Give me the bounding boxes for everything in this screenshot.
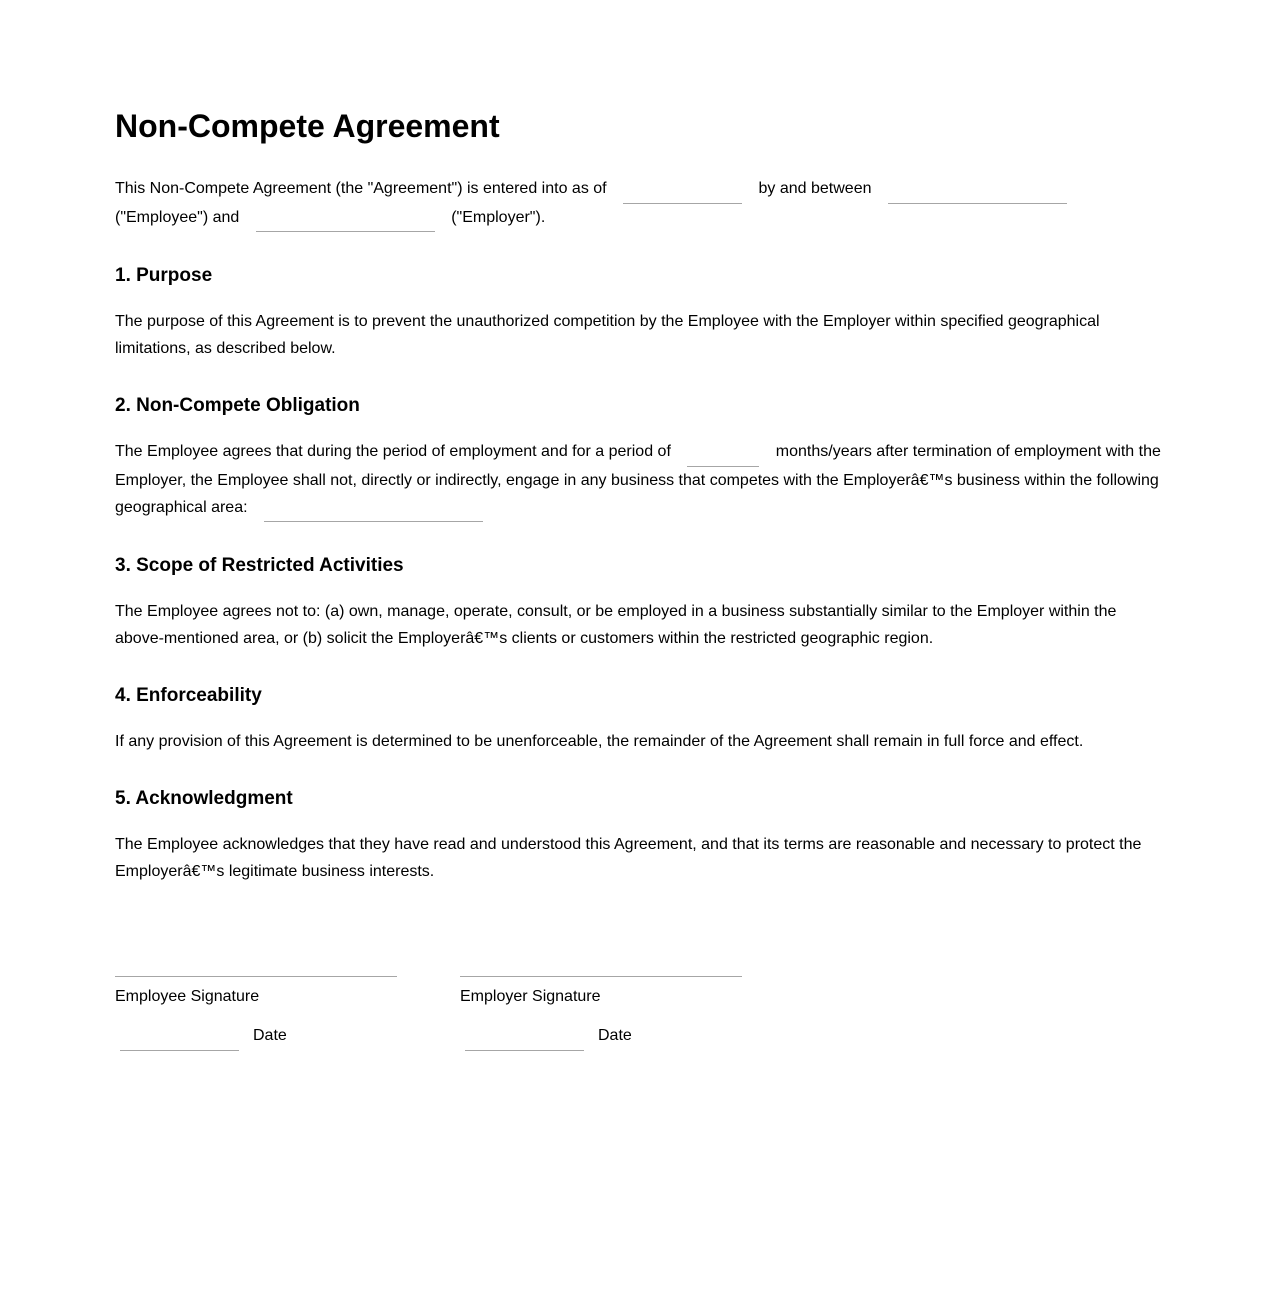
section-scope	[115, 555, 1163, 652]
employer-date-row	[460, 1022, 742, 1051]
intro-text-before-date: This Non-Compete Agreement (the "Agreement") is entered into as of	[115, 180, 607, 197]
section-enforceability-body: If any provision of this Agreement is determined to be unenforceable, the remainder of the Agreement shall remain in full force and effect.	[115, 733, 1084, 750]
signature-section	[115, 953, 1163, 1051]
employee-signature-block	[115, 953, 397, 1051]
employee-signature-input[interactable]	[115, 953, 397, 977]
employer-signature-input[interactable]	[460, 953, 742, 977]
document-page	[115, 0, 1163, 1300]
obligation-text-before-period: The Employee agrees that during the period of employment and for a period of	[115, 443, 671, 460]
employer-signature-block	[460, 953, 742, 1051]
intro-text-after-employee: ("Employee") and	[115, 208, 240, 226]
geographical-area-input[interactable]	[264, 502, 483, 522]
section-noncompete-obligation	[115, 395, 1163, 522]
section-enforceability	[115, 685, 1163, 755]
section-purpose-heading: 1. Purpose	[115, 265, 213, 286]
employee-date-row	[115, 1022, 397, 1051]
employee-signature-label: Employee Signature	[115, 988, 260, 1005]
intro-text-between-parties: by and between	[758, 180, 872, 197]
section-acknowledgment-heading: 5. Acknowledgment	[115, 788, 293, 809]
effective-date-input[interactable]	[623, 184, 742, 204]
employer-date-label: Date	[598, 1027, 632, 1044]
intro-paragraph	[115, 175, 1163, 232]
section-acknowledgment-body: The Employee acknowledges that they have read and understood this Agreement, and that its terms are reasonable and necessary to protect the Employerâ€™s legitimate business interests.	[115, 836, 1142, 880]
employer-date-input[interactable]	[465, 1031, 584, 1051]
employer-name-input[interactable]	[256, 212, 435, 232]
employee-date-input[interactable]	[120, 1031, 239, 1051]
obligation-text-after-period: months/years after termination of employment with the Employer, the Employee shall not, directly or indirectly, engage in any business that competes with the Employerâ€™s business within the following geographical area:	[115, 443, 1161, 516]
document-title: Non-Compete Agreement	[115, 108, 500, 144]
section-purpose-body: The purpose of this Agreement is to prevent the unauthorized competition by the Employee with the Employer within specified geographical limitations, as described below.	[115, 313, 1100, 357]
section-noncompete-obligation-heading: 2. Non-Compete Obligation	[115, 395, 360, 416]
employee-date-label: Date	[253, 1027, 287, 1044]
section-enforceability-heading: 4. Enforceability	[115, 685, 262, 706]
section-scope-body: The Employee agrees not to: (a) own, manage, operate, consult, or be employed in a business substantially similar to the Employer within the above-mentioned area, or (b) solicit the Employerâ€™s clients or customers within the restricted geographic region.	[115, 603, 1117, 647]
section-purpose	[115, 265, 1163, 362]
intro-text-after-employer: ("Employer").	[451, 208, 546, 226]
section-scope-heading: 3. Scope of Restricted Activities	[115, 555, 404, 576]
section-noncompete-obligation-body	[115, 438, 1163, 522]
noncompete-period-input[interactable]	[687, 447, 759, 467]
employee-name-input[interactable]	[888, 184, 1067, 204]
employer-signature-label: Employer Signature	[460, 988, 601, 1005]
section-acknowledgment	[115, 788, 1163, 885]
